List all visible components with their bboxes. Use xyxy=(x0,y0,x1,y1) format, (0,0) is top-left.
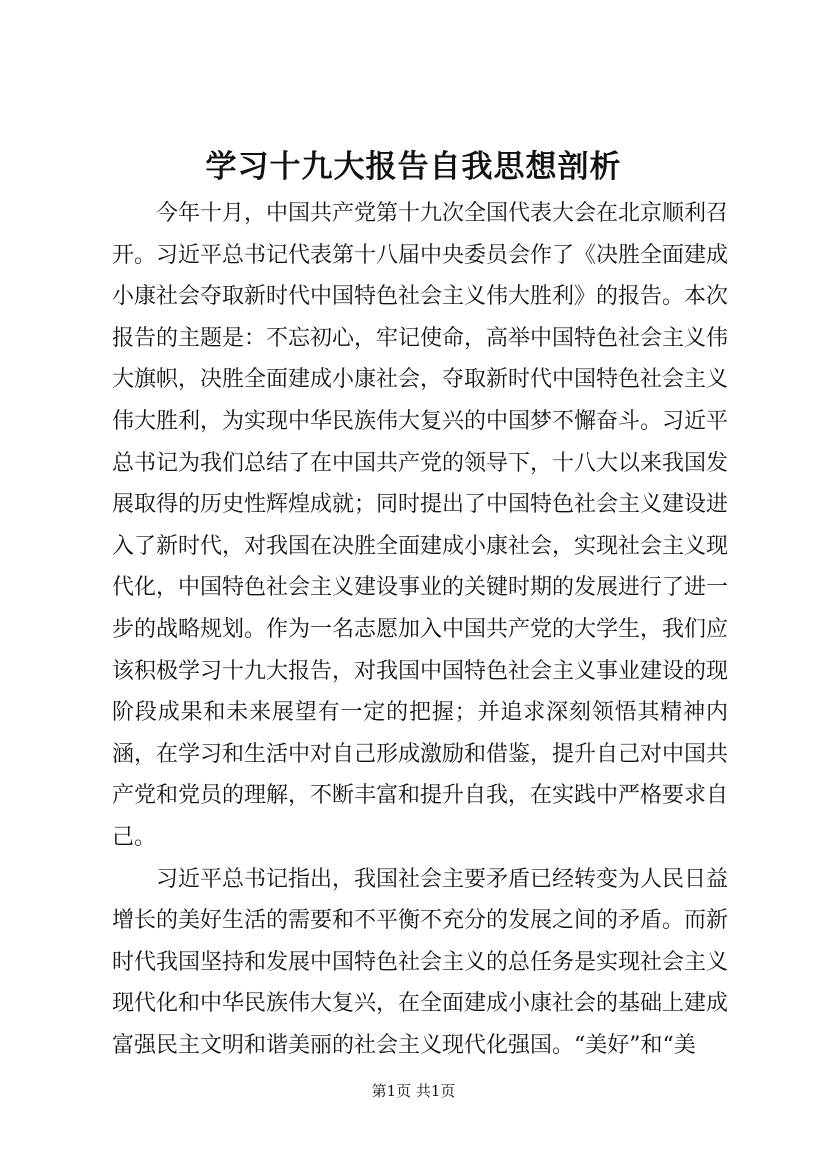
paragraph-1: 今年十月，中国共产党第十九次全国代表大会在北京顺利召开。习近平总书记代表第十八届中央委员会作了《决胜全面建成小康社会夺取新时代中国特色社会主义伟大胜利》的报告。本次报告的主题是：不忘初心，牢记使命，高举中国特色社会主义伟大旗帜，决胜全面建成小康社会，夺取新时代中国特色社会主义伟大胜利，为实现中华民族伟大复兴的中国梦不懈奋斗。习近平总书记为我们总结了在中国共产党的领导下，十八大以来我国发展取得的历史性辉煌成就；同时提出了中国特色社会主义建设进入了新时代，对我国在决胜全面建成小康社会，实现社会主义现代化，中国特色社会主义建设事业的关键时期的发展进行了进一步的战略规划。作为一名志愿加入中国共产党的大学生，我们应该积极学习十九大报告，对我国中国特色社会主义事业建设的现阶段成果和未来展望有一定的把握；并追求深刻领悟其精神内涵，在学习和生活中对自己形成激励和借鉴，提升自己对中国共产党和党员的理解，不断丰富和提升自我，在实践中严格要求自己。 xyxy=(112,201,729,850)
document-title: 学习十九大报告自我思想剖析 xyxy=(205,149,622,185)
page-number-footer: 第1页 共1页 xyxy=(371,1082,456,1100)
paragraph-2: 习近平总书记指出，我国社会主要矛盾已经转变为人民日益增长的美好生活的需要和不平衡不充分的发展之间的矛盾。而新时代我国坚持和发展中国特色社会主义的总任务是实现社会主义现代化和中华民族伟大复兴，在全面建成小康社会的基础上建成富强民主文明和谐美丽的社会主义现代化强国。“美好”和“美 xyxy=(112,866,729,1058)
document-body xyxy=(112,193,728,1066)
